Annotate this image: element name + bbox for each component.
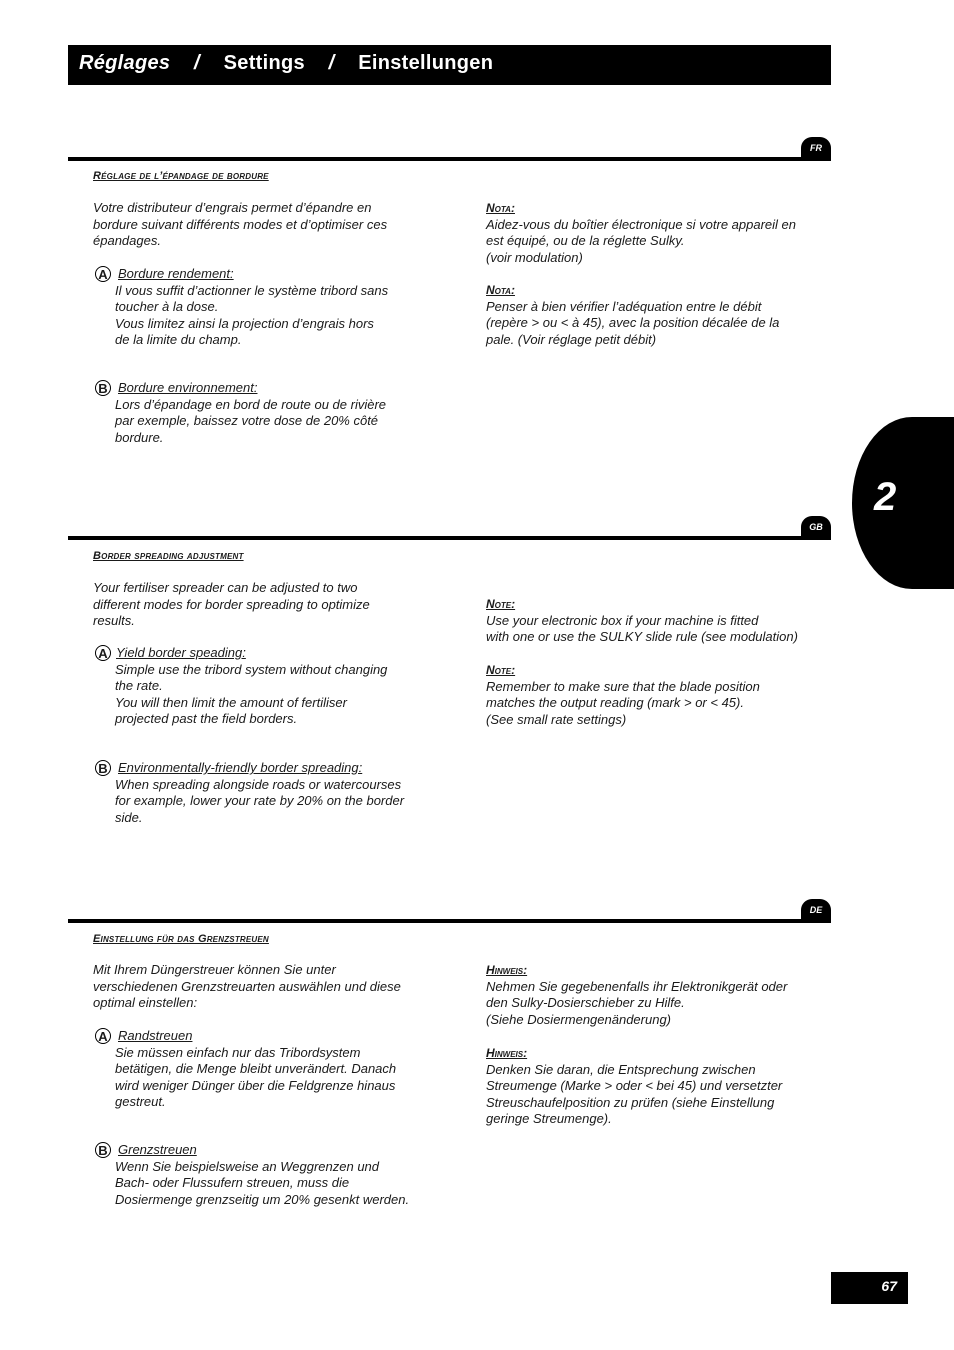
chapter-number: 2 [874, 475, 897, 519]
note-1-gb [486, 596, 826, 646]
header-title-de: Einstellungen [358, 52, 494, 74]
note-2-gb [486, 662, 826, 728]
letter-a-badge: A [95, 645, 111, 661]
lang-badge-fr: FR [801, 137, 831, 159]
item-title: Randstreuen [118, 1028, 193, 1043]
note-2-de [486, 1045, 826, 1128]
item-body: Lors d’épandage en bord de route ou de rivière par exemple, baissez votre dose de 20% côté bordure. [115, 396, 387, 445]
letter-b-badge: B [95, 1142, 111, 1158]
note-body: Aidez-vous du boîtier électronique si votre appareil en est équipé, ou de la réglette Sulky. (voir modulation) [486, 216, 797, 265]
note-title: Hinweis: [486, 1046, 528, 1060]
page-header [68, 45, 831, 85]
section-title-fr: Réglage de l’épandage de bordure [93, 170, 269, 182]
item-title: Environmentally-friendly border spreading: [118, 760, 363, 775]
header-separator: / [328, 52, 335, 74]
item-title: Grenzstreuen [118, 1142, 197, 1157]
letter-a-badge: A [95, 266, 111, 282]
item-body: Sie müssen einfach nur das Tribordsystem betätigen, die Menge bleibt unverändert. Danach wird weniger Dünger über die Feldgrenze hinaus gestreut. [115, 1044, 397, 1109]
section-divider [68, 919, 831, 923]
note-body: Penser à bien vérifier l’adéquation entre le débit (repère > ou < à 45), avec la position décalée de la pale. (Voir réglage petit débit) [486, 298, 780, 347]
item-body: Simple use the tribord system without changing the rate. You will then limit the amount of fertiliser projected past the field borders. [115, 661, 388, 726]
page-number-box [831, 1272, 908, 1304]
lang-badge-de: DE [801, 899, 831, 921]
note-body: Nehmen Sie gegebenenfalls ihr Elektronikgerät oder den Sulky-Dosierschieber zu Hilfe. (Siehe Dosiermengenänderung) [486, 978, 788, 1027]
lang-badge-gb: GB [801, 516, 831, 538]
note-body: Use your electronic box if your machine is fitted with one or use the SULKY slide rule (see modulation) [486, 612, 798, 644]
note-1-fr [486, 200, 826, 266]
note-1-de [486, 962, 826, 1028]
header-title-gb: Settings [223, 52, 305, 74]
item-title: Yield border speading: [116, 645, 246, 660]
letter-b-badge: B [95, 380, 111, 396]
note-body: Denken Sie daran, die Entsprechung zwischen Streumenge (Marke > oder < bei 45) und versetzter Streuschaufelposition zu prüfen (siehe Einstellung geringe Streumenge). [486, 1061, 783, 1126]
intro-gb: Your fertiliser spreader can be adjusted to two different modes for border spreading to optimize results. [93, 580, 370, 628]
note-title: Note: [486, 663, 516, 677]
note-2-fr [486, 282, 826, 348]
page-number: 67 [881, 1278, 897, 1294]
page-title [79, 52, 493, 75]
note-title: Nota: [486, 201, 515, 215]
note-body: Remember to make sure that the blade position matches the output reading (mark > or < 45). (See small rate settings) [486, 678, 760, 727]
section-divider [68, 536, 831, 540]
item-title: Bordure rendement: [118, 266, 234, 281]
header-title-fr: Réglages [79, 52, 171, 74]
chapter-tab [852, 417, 954, 589]
item-body: Il vous suffit d’actionner le système tribord sans toucher à la dose. Vous limitez ainsi la projection d’engrais hors de la limite du champ. [115, 282, 389, 347]
letter-b-badge: B [95, 760, 111, 776]
section-divider [68, 157, 831, 161]
note-title: Nota: [486, 283, 515, 297]
note-title: Note: [486, 597, 516, 611]
header-separator: / [194, 52, 200, 74]
letter-a-badge: A [95, 1028, 111, 1044]
section-title-de: Einstellung für das Grenzstreuen [93, 933, 269, 945]
item-title: Bordure environnement: [118, 380, 258, 395]
item-body: Wenn Sie beispielsweise an Weggrenzen und Bach- oder Flussufern streuen, muss die Dosiermenge grenzseitig um 20% gesenkt werden. [115, 1158, 410, 1207]
note-title: Hinweis: [486, 963, 528, 977]
intro-de: Mit Ihrem Düngerstreuer können Sie unter verschiedenen Grenzstreuarten auswählen und diese optimal einstellen: [93, 962, 401, 1010]
section-title-gb: Border spreading adjustment [93, 550, 244, 562]
item-body: When spreading alongside roads or watercourses for example, lower your rate by 20% on the border side. [115, 776, 405, 825]
intro-fr: Votre distributeur d’engrais permet d’épandre en bordure suivant différents modes et d’optimiser ces épandages. [93, 200, 388, 248]
